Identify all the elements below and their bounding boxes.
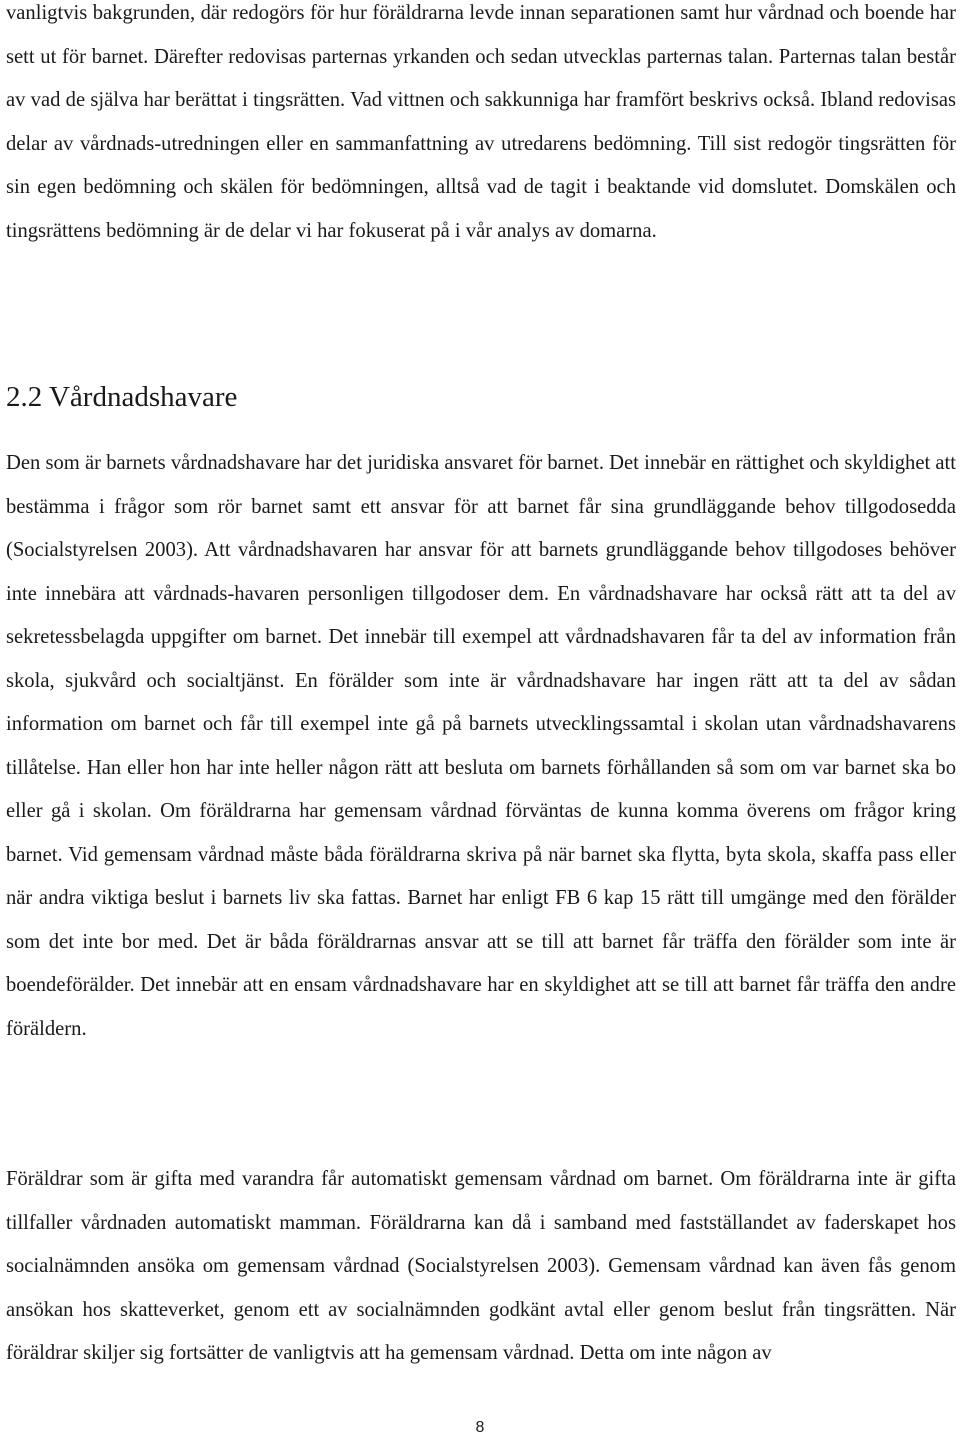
section-heading: 2.2 Vårdnadshavare [6, 381, 238, 413]
body-paragraph: Den som är barnets vårdnadshavare har det juridiska ansvaret för barnet. Det innebär en rättighet och skyldighet att bestämma i frågor som rör barnet samt ett ansvar för att barnet får sina grundläggande behov tillgodosedda (Socialstyrelsen 2003). Att vårdnadshavaren har ansvar för att barnets grundläggande behov tillgodoses behöver inte innebära att vårdnads-havaren personligen tillgodoser dem. En vårdnadshavare har också rätt att ta del av sekretessbelagda uppgifter om barnet. Det innebär till exempel att vårdnadshavaren får ta del av information från skola, sjukvård och socialtjänst. En förälder som inte är vårdnadshavare har ingen rätt att ta del av sådan information om barnet och får till exempel inte gå på barnets utvecklingssamtal i skolan utan vårdnadshavarens tillåtelse. Han eller hon har inte heller någon rätt att besluta om barnets förhållanden så som om var barnet ska bo eller gå i skolan. Om föräldrarna har gemensam vårdnad förväntas de kunna komma överens om frågor kring barnet. Vid gemensam vårdnad måste båda föräldrarna skriva på när barnet ska flytta, byta skola, skaffa pass eller när andra viktiga beslut i barnets liv ska fattas. Barnet har enligt FB 6 kap 15 rätt till umgänge med den förälder som det inte bor med. Det är båda föräldrarnas ansvar att se till att barnet får träffa den förälder som inte är boendeförälder. Det innebär att en ensam vårdnadshavare har en skyldighet att se till att barnet får träffa den andre föräldern. [6, 452, 956, 1040]
body-paragraph: Föräldrar som är gifta med varandra får automatiskt gemensam vårdnad om barnet. Om föräldrarna inte är gifta tillfaller vårdnaden automatiskt mamman. Föräldrarna kan då i samband med fastställandet av faderskapet hos socialnämnden ansöka om gemensam vårdnad (Socialstyrelsen 2003). Gemensam vårdnad kan även fås genom ansökan hos skatteverket, genom ett av socialnämnden godkänt avtal eller genom beslut från tingsrätten. När föräldrar skiljer sig fortsätter de vanligtvis att ha gemensam vårdnad. Detta om inte någon av [6, 1168, 956, 1364]
body-paragraph: vanligtvis bakgrunden, där redogörs för hur föräldrarna levde innan separationen samt hur vårdnad och boende har sett ut för barnet. Därefter redovisas parternas yrkanden och sedan utvecklas parternas talan. Parternas talan består av vad de själva har berättat i tingsrätten. Vad vittnen och sakkunniga har framfört beskrivs också. Ibland redovisas delar av vårdnads-utredningen eller en sammanfattning av utredarens bedömning. Till sist redogör tingsrätten för sin egen bedömning och skälen för bedömningen, alltså vad de tagit i beaktande vid domslutet. Domskälen och tingsrättens bedömning är de delar vi har fokuserat på i vår analys av domarna. [6, 2, 956, 242]
page-number: 8 [475, 1419, 485, 1436]
